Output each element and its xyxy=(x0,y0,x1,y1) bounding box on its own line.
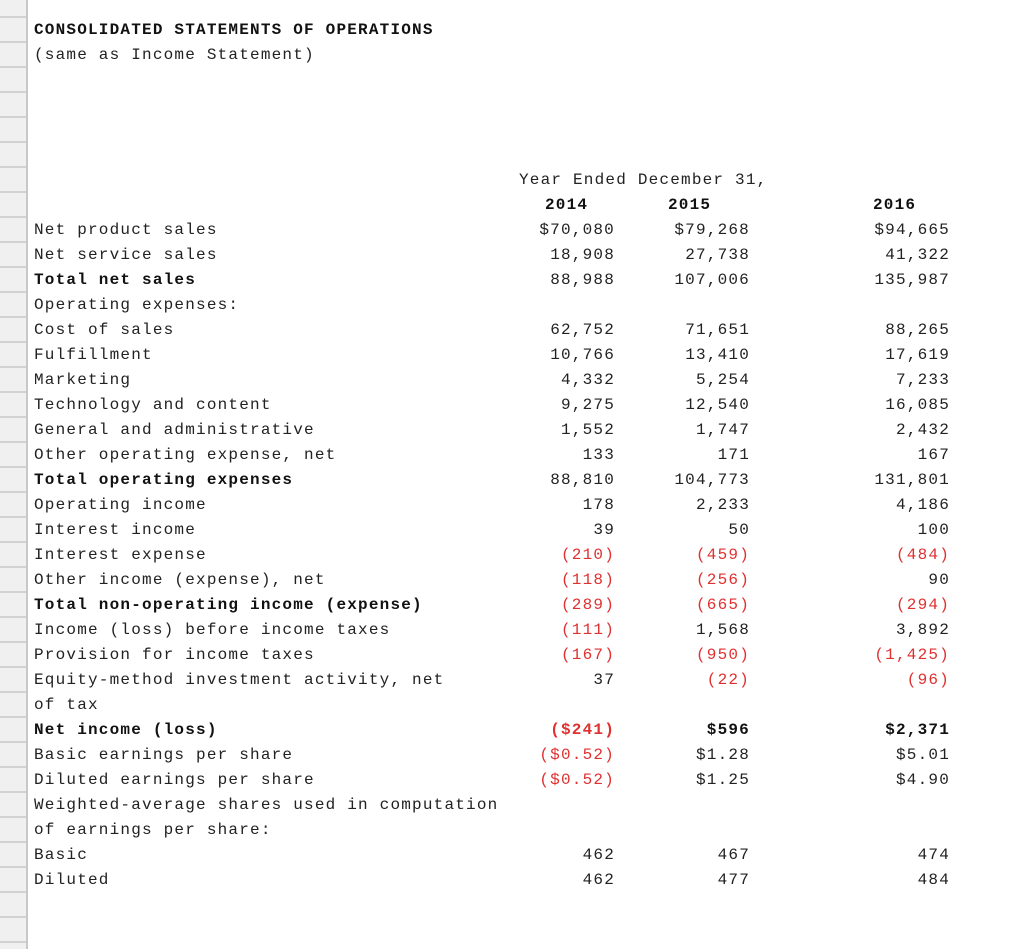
table-row xyxy=(0,243,1013,268)
value-2016: 474 xyxy=(917,846,950,864)
value-2015: 2,233 xyxy=(695,496,750,514)
value-2015: (950) xyxy=(695,646,750,664)
row-label: General and administrative xyxy=(34,421,315,439)
title-row xyxy=(0,18,1013,43)
value-2014: ($0.52) xyxy=(539,746,615,764)
value-2014: (118) xyxy=(560,571,615,589)
row-label: Net service sales xyxy=(34,246,218,264)
value-2015: 12,540 xyxy=(685,396,750,414)
value-2015: 71,651 xyxy=(685,321,750,339)
value-2015: 1,568 xyxy=(695,621,750,639)
value-2016: (294) xyxy=(895,596,950,614)
table-row xyxy=(0,493,1013,518)
value-2014: 10,766 xyxy=(550,346,615,364)
value-2016: 16,085 xyxy=(885,396,950,414)
value-2014: 37 xyxy=(593,671,615,689)
value-2016: (1,425) xyxy=(874,646,950,664)
row-label: Diluted earnings per share xyxy=(34,771,315,789)
table-row xyxy=(0,468,1013,493)
value-2014: 4,332 xyxy=(560,371,615,389)
row-label: of tax xyxy=(34,696,99,714)
table-row xyxy=(0,643,1013,668)
table-row xyxy=(0,518,1013,543)
row-label: Other operating expense, net xyxy=(34,446,337,464)
table-row xyxy=(0,793,1013,818)
row-label: Weighted-average shares used in computation xyxy=(34,796,499,814)
value-2016: 88,265 xyxy=(885,321,950,339)
row-label: Basic xyxy=(34,846,89,864)
table-row xyxy=(0,718,1013,743)
value-2014: 18,908 xyxy=(550,246,615,264)
value-2015: (665) xyxy=(695,596,750,614)
table-row xyxy=(0,318,1013,343)
value-2014: 462 xyxy=(582,846,615,864)
row-label: Interest income xyxy=(34,521,197,539)
table-row xyxy=(0,268,1013,293)
value-2014: 462 xyxy=(582,871,615,889)
row-divider xyxy=(0,916,26,918)
value-2015: 13,410 xyxy=(685,346,750,364)
table-row xyxy=(0,818,1013,843)
value-2016: 3,892 xyxy=(895,621,950,639)
row-label: Net income (loss) xyxy=(34,721,218,739)
row-label: Diluted xyxy=(34,871,110,889)
value-2016: 7,233 xyxy=(895,371,950,389)
value-2016: 90 xyxy=(928,571,950,589)
statement-subtitle: (same as Income Statement) xyxy=(34,46,315,64)
value-2015: 171 xyxy=(717,446,750,464)
value-2016: 167 xyxy=(917,446,950,464)
value-2015: $1.28 xyxy=(695,746,750,764)
value-2016: (484) xyxy=(895,546,950,564)
table-row xyxy=(0,393,1013,418)
table-row xyxy=(0,618,1013,643)
row-label: Equity-method investment activity, net xyxy=(34,671,445,689)
value-2014: 88,810 xyxy=(550,471,615,489)
value-2016: 41,322 xyxy=(885,246,950,264)
value-2016: 17,619 xyxy=(885,346,950,364)
value-2014: 62,752 xyxy=(550,321,615,339)
table-row xyxy=(0,568,1013,593)
value-2014: ($241) xyxy=(550,721,615,739)
statement-title: CONSOLIDATED STATEMENTS OF OPERATIONS xyxy=(34,21,434,39)
value-2015: 107,006 xyxy=(674,271,750,289)
row-divider xyxy=(0,941,26,943)
row-label: Marketing xyxy=(34,371,132,389)
row-label: Total operating expenses xyxy=(34,471,294,489)
table-row xyxy=(0,668,1013,693)
value-2014: 178 xyxy=(582,496,615,514)
value-2016: 2,432 xyxy=(895,421,950,439)
value-2014: (289) xyxy=(560,596,615,614)
row-label: Net product sales xyxy=(34,221,218,239)
value-2014: (167) xyxy=(560,646,615,664)
value-2014: $70,080 xyxy=(539,221,615,239)
value-2016: $4.90 xyxy=(895,771,950,789)
value-2015: 50 xyxy=(728,521,750,539)
row-divider xyxy=(0,141,26,143)
value-2014: 9,275 xyxy=(560,396,615,414)
subtitle-row xyxy=(0,43,1013,68)
year-2015-header: 2015 xyxy=(668,196,712,214)
table-row xyxy=(0,743,1013,768)
table-row xyxy=(0,293,1013,318)
value-2016: 131,801 xyxy=(874,471,950,489)
table-row xyxy=(0,218,1013,243)
row-label: Other income (expense), net xyxy=(34,571,326,589)
value-2015: 477 xyxy=(717,871,750,889)
table-row xyxy=(0,343,1013,368)
row-label: Total net sales xyxy=(34,271,197,289)
value-2015: (22) xyxy=(706,671,750,689)
table-row xyxy=(0,443,1013,468)
row-label: Income (loss) before income taxes xyxy=(34,621,391,639)
value-2014: 39 xyxy=(593,521,615,539)
value-2016: 484 xyxy=(917,871,950,889)
value-2015: 467 xyxy=(717,846,750,864)
table-row xyxy=(0,543,1013,568)
value-2014: 88,988 xyxy=(550,271,615,289)
row-label: Interest expense xyxy=(34,546,207,564)
row-label: Operating income xyxy=(34,496,207,514)
year-2014-header: 2014 xyxy=(545,196,589,214)
period-header: Year Ended December 31, xyxy=(519,171,768,189)
row-label: of earnings per share: xyxy=(34,821,272,839)
value-2016: 100 xyxy=(917,521,950,539)
row-label: Operating expenses: xyxy=(34,296,240,314)
value-2014: 133 xyxy=(582,446,615,464)
table-row xyxy=(0,768,1013,793)
value-2014: (111) xyxy=(560,621,615,639)
value-2016: $5.01 xyxy=(895,746,950,764)
value-2016: 135,987 xyxy=(874,271,950,289)
value-2015: 1,747 xyxy=(695,421,750,439)
value-2015: 27,738 xyxy=(685,246,750,264)
table-row xyxy=(0,368,1013,393)
year-header-row xyxy=(0,193,1013,218)
table-row xyxy=(0,868,1013,893)
period-header-row xyxy=(0,168,1013,193)
row-label: Fulfillment xyxy=(34,346,153,364)
value-2015: $596 xyxy=(706,721,750,739)
value-2015: (459) xyxy=(695,546,750,564)
table-row xyxy=(0,693,1013,718)
row-label: Technology and content xyxy=(34,396,272,414)
year-2016-header: 2016 xyxy=(873,196,917,214)
value-2016: 4,186 xyxy=(895,496,950,514)
value-2015: $79,268 xyxy=(674,221,750,239)
row-label: Cost of sales xyxy=(34,321,175,339)
row-label: Basic earnings per share xyxy=(34,746,294,764)
value-2015: 5,254 xyxy=(695,371,750,389)
value-2014: 1,552 xyxy=(560,421,615,439)
value-2015: 104,773 xyxy=(674,471,750,489)
row-divider xyxy=(0,116,26,118)
value-2015: (256) xyxy=(695,571,750,589)
value-2016: $2,371 xyxy=(885,721,950,739)
value-2015: $1.25 xyxy=(695,771,750,789)
row-divider xyxy=(0,91,26,93)
value-2014: (210) xyxy=(560,546,615,564)
row-label: Total non-operating income (expense) xyxy=(34,596,423,614)
table-row xyxy=(0,843,1013,868)
row-label: Provision for income taxes xyxy=(34,646,315,664)
table-row xyxy=(0,418,1013,443)
value-2016: (96) xyxy=(906,671,950,689)
table-row xyxy=(0,593,1013,618)
value-2016: $94,665 xyxy=(874,221,950,239)
value-2014: ($0.52) xyxy=(539,771,615,789)
